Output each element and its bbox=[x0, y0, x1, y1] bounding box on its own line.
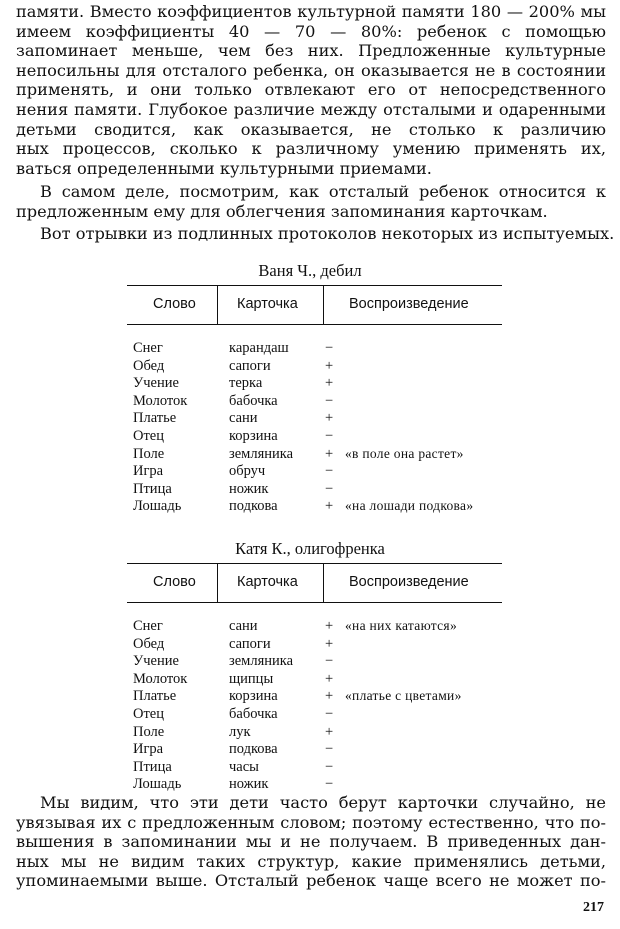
cell-card: земляника bbox=[229, 653, 294, 670]
cell-card: часы bbox=[229, 758, 259, 775]
intro-paragraph bbox=[16, 2, 606, 178]
cell-card: подкова bbox=[229, 498, 278, 515]
cell-word: Игра bbox=[133, 463, 164, 480]
cell-comment: «на лошади подкова» bbox=[345, 498, 474, 514]
closing-paragraph bbox=[16, 793, 606, 891]
cell-result: + bbox=[325, 618, 334, 634]
text-line: предложенным ему для облегчения запоминания карточкам. bbox=[16, 201, 548, 221]
table-row bbox=[127, 446, 502, 464]
text-line: запоминает меньше, чем без них. Предложенные культурные bbox=[16, 41, 606, 61]
table-row bbox=[127, 741, 502, 759]
cell-word: Снег bbox=[133, 618, 163, 634]
cell-word: Игра bbox=[133, 741, 164, 758]
page-number: 217 bbox=[583, 900, 604, 915]
cell-result: − bbox=[325, 705, 334, 722]
text-line: непосильны для отсталого ребенка, он оказывается не в состоянии bbox=[16, 60, 606, 80]
cell-card: сапоги bbox=[229, 635, 271, 652]
header-card: Карточка bbox=[237, 296, 298, 312]
cell-word: Лошадь bbox=[133, 498, 182, 515]
table-row bbox=[127, 636, 502, 654]
table-row bbox=[127, 618, 502, 636]
text-line: Мы видим, что эти дети часто берут карточки случайно, не bbox=[40, 793, 606, 812]
cell-card: сапоги bbox=[229, 357, 271, 374]
cell-word: Учение bbox=[133, 653, 179, 670]
cell-word: Отец bbox=[133, 705, 165, 722]
text-line: В самом деле, посмотрим, как отсталый ребенок относится к bbox=[40, 182, 606, 201]
cell-result: − bbox=[325, 392, 334, 409]
table2 bbox=[127, 563, 502, 793]
table-row bbox=[127, 375, 502, 393]
cell-result: + bbox=[325, 410, 334, 427]
header-reproduction: Воспроизведение bbox=[349, 296, 469, 312]
paragraph-3 bbox=[16, 224, 615, 244]
cell-card: сани bbox=[229, 618, 258, 634]
cell-result: + bbox=[325, 375, 334, 392]
cell-result: − bbox=[325, 776, 334, 793]
cell-word: Птица bbox=[133, 480, 172, 497]
cell-card: терка bbox=[229, 375, 263, 392]
table2-header bbox=[127, 563, 502, 603]
table-row bbox=[127, 463, 502, 481]
cell-word: Снег bbox=[133, 340, 163, 356]
cell-card: ножик bbox=[229, 776, 269, 793]
table1 bbox=[127, 285, 502, 515]
table-row bbox=[127, 724, 502, 742]
table-row bbox=[127, 653, 502, 671]
cell-comment: «на них катаются» bbox=[345, 618, 457, 633]
cell-result: + bbox=[325, 445, 334, 462]
table-row bbox=[127, 481, 502, 499]
table2-rows bbox=[127, 618, 502, 794]
text-line: применять, и они только отвлекают его от непосредственного bbox=[16, 80, 606, 100]
cell-card: земляника bbox=[229, 445, 294, 462]
cell-card: бабочка bbox=[229, 705, 278, 722]
cell-word: Обед bbox=[133, 357, 165, 374]
cell-card: карандаш bbox=[229, 340, 289, 356]
cell-card: корзина bbox=[229, 688, 278, 705]
text-line: имеем коэффициенты 40 — 70 — 80%: ребенок с помощью bbox=[16, 21, 606, 41]
cell-result: − bbox=[325, 463, 334, 480]
cell-word: Лошадь bbox=[133, 776, 182, 793]
cell-result: − bbox=[325, 340, 334, 356]
text-line: детьми сводится, как оказывается, не столько к различию bbox=[16, 119, 606, 139]
cell-card: подкова bbox=[229, 741, 278, 758]
text-line: ных мы не видим таких структур, какие применялись детьми, bbox=[16, 851, 606, 871]
cell-result: + bbox=[325, 498, 334, 515]
cell-result: + bbox=[325, 670, 334, 687]
cell-result: − bbox=[325, 427, 334, 444]
cell-word: Птица bbox=[133, 758, 172, 775]
text-line: нения памяти. Глубокое различие между отсталыми и одаренными bbox=[16, 99, 606, 119]
cell-card: щипцы bbox=[229, 670, 274, 687]
table1-rows bbox=[127, 340, 502, 516]
cell-result: + bbox=[325, 723, 334, 740]
text-line: упоминаемыми выше. Отсталый ребенок чаще всего не может по- bbox=[16, 871, 606, 891]
cell-card: ножик bbox=[229, 480, 269, 497]
cell-word: Учение bbox=[133, 375, 179, 392]
cell-word: Платье bbox=[133, 410, 177, 427]
cell-word: Поле bbox=[133, 723, 165, 740]
cell-result: − bbox=[325, 741, 334, 758]
header-word: Слово bbox=[153, 574, 196, 590]
table1-caption: Ваня Ч., дебил bbox=[258, 261, 362, 280]
table-row bbox=[127, 776, 502, 794]
table-row bbox=[127, 498, 502, 516]
text-line: ных процессов, сколько к различному умению применять их, bbox=[16, 139, 606, 159]
table-row bbox=[127, 340, 502, 358]
cell-word: Поле bbox=[133, 445, 165, 462]
cell-card: обруч bbox=[229, 463, 266, 480]
text-line: увязывая их с предложенным словом; поэтому естественно, что по- bbox=[16, 812, 606, 832]
cell-comment: «платье с цветами» bbox=[345, 688, 462, 704]
cell-word: Молоток bbox=[133, 392, 188, 409]
header-divider bbox=[323, 564, 324, 602]
table2-caption: Катя К., олигофренка bbox=[235, 539, 385, 558]
cell-word: Отец bbox=[133, 427, 165, 444]
text-line: Вот отрывки из подлинных протоколов некоторых из испытуемых. bbox=[40, 224, 615, 243]
cell-result: + bbox=[325, 357, 334, 374]
cell-card: корзина bbox=[229, 427, 278, 444]
cell-card: сани bbox=[229, 410, 258, 427]
cell-card: лук bbox=[229, 723, 251, 740]
table-row bbox=[127, 688, 502, 706]
cell-result: − bbox=[325, 480, 334, 497]
cell-result: + bbox=[325, 688, 334, 705]
cell-result: − bbox=[325, 653, 334, 670]
table-row bbox=[127, 428, 502, 446]
table-row bbox=[127, 410, 502, 428]
cell-result: + bbox=[325, 635, 334, 652]
table-row bbox=[127, 671, 502, 689]
header-card: Карточка bbox=[237, 574, 298, 590]
cell-word: Молоток bbox=[133, 670, 188, 687]
header-divider bbox=[217, 564, 218, 602]
text-line: вышения в запоминании мы и не получаем. В приведенных дан- bbox=[16, 832, 606, 852]
text-line: ваться определенными культурными приемами. bbox=[16, 158, 432, 178]
cell-word: Обед bbox=[133, 635, 165, 652]
header-divider bbox=[323, 286, 324, 324]
cell-card: бабочка bbox=[229, 392, 278, 409]
cell-comment: «в поле она растет» bbox=[345, 445, 464, 461]
text-line: памяти. Вместо коэффициентов культурной памяти 180 — 200% мы bbox=[16, 2, 606, 21]
paragraph-2 bbox=[16, 182, 606, 221]
table-row bbox=[127, 393, 502, 411]
table-row bbox=[127, 706, 502, 724]
header-divider bbox=[217, 286, 218, 324]
table-row bbox=[127, 759, 502, 777]
header-reproduction: Воспроизведение bbox=[349, 574, 469, 590]
cell-word: Платье bbox=[133, 688, 177, 705]
table-row bbox=[127, 358, 502, 376]
cell-result: − bbox=[325, 758, 334, 775]
header-word: Слово bbox=[153, 296, 196, 312]
table1-header bbox=[127, 285, 502, 325]
